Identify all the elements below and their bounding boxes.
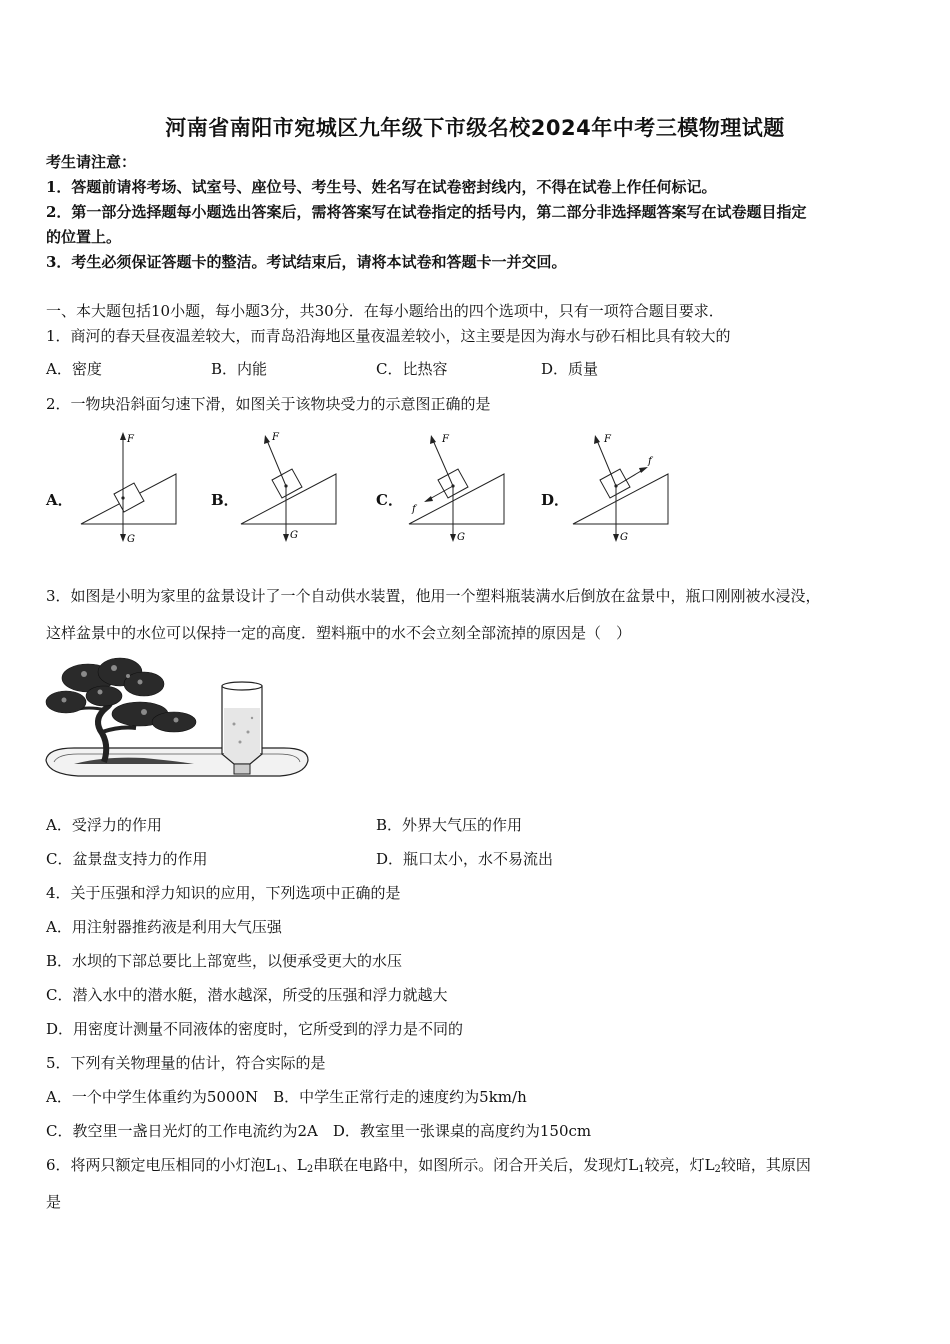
q4-option-a: A．用注射器推药液是利用大气压强	[46, 918, 282, 936]
notice-heading: 考生请注意：	[46, 153, 137, 171]
question-3-stem-line2: 这样盆景中的水位可以保持一定的高度．塑料瓶中的水不会立刻全部流掉的原因是（ ）	[46, 624, 632, 642]
q3-option-c: C．盆景盘支持力的作用	[46, 850, 208, 868]
q5-options-cd: C．教空里一盏日光灯的工作电流约为2A D．教室里一张课桌的高度约为150cm	[46, 1122, 592, 1140]
q2-figure-d	[568, 428, 678, 550]
question-5-stem: 5．下列有关物理量的估计，符合实际的是	[46, 1054, 326, 1072]
force-label-f-cap: F	[127, 434, 134, 445]
force-label-f-cap: F	[272, 432, 279, 443]
question-4-stem: 4．关于压强和浮力知识的应用，下列选项中正确的是	[46, 884, 401, 902]
question-6-stem-line2: 是	[46, 1193, 62, 1211]
force-label-g: G	[457, 532, 465, 543]
q4-option-b: B．水坝的下部总要比上部宽些，以便承受更大的水压	[46, 952, 403, 970]
force-label-friction: f	[412, 504, 416, 515]
q2-figure-c	[404, 428, 514, 550]
force-label-g: G	[620, 532, 628, 543]
question-3-stem-line1: 3．如图是小明为家里的盆景设计了一个自动供水装置，他用一个塑料瓶装满水后倒放在盆景中，瓶口刚刚被水浸没，	[46, 587, 821, 605]
q2-label-b: B．	[211, 491, 239, 509]
force-label-friction: f	[648, 456, 652, 467]
section-heading: 一、本大题包括10小题，每小题3分，共30分．在每小题给出的四个选项中，只有一项符合题目要求．	[46, 302, 724, 320]
q5-options-ab: A．一个中学生体重约为5000N B．中学生正常行走的速度约为5km/h	[46, 1088, 527, 1106]
q4-option-c: C．潜入水中的潜水艇，潜水越深，所受的压强和浮力就越大	[46, 986, 448, 1004]
q2-figure-b	[236, 428, 346, 550]
notice-item: 3．考生必须保证答题卡的整洁。考试结束后，请将本试卷和答题卡一并交回。	[46, 253, 567, 271]
q2-label-d: D．	[541, 491, 570, 509]
notice-item: 的位置上。	[46, 228, 122, 246]
question-2-stem: 2．一物块沿斜面匀速下滑，如图关于该物块受力的示意图正确的是	[46, 395, 491, 413]
notice-item: 1．答题前请将考场、试室号、座位号、考生号、姓名写在试卷密封线内，不得在试卷上作任何标记。	[46, 178, 717, 196]
page-title: 河南省南阳市宛城区九年级下市级名校2024年中考三模物理试题	[165, 116, 785, 140]
q2-figure-a	[76, 428, 186, 550]
q2-label-c: C．	[376, 491, 403, 509]
force-label-g: G	[127, 534, 135, 545]
force-label-f-cap: F	[442, 434, 449, 445]
q3-option-b: B．外界大气压的作用	[376, 816, 523, 834]
q3-option-d: D．瓶口太小，水不易流出	[376, 850, 554, 868]
q4-option-d: D．用密度计测量不同液体的密度时，它所受到的浮力是不同的	[46, 1020, 464, 1038]
bonsai-water-bottle-figure	[44, 652, 312, 792]
q3-option-a: A．受浮力的作用	[46, 816, 162, 834]
q1-option-a: A．密度	[46, 360, 102, 378]
question-6-stem: 6．将两只额定电压相同的小灯泡$L_1$、$L_2$串联在电路中，如图所示。闭合开关后，发现灯$L_1$较亮，灯$L_2$较暗，其原因	[46, 1156, 811, 1175]
q2-label-a: A．	[46, 491, 73, 509]
notice-item: 2．第一部分选择题每小题选出答案后，需将答案写在试卷指定的括号内，第二部分非选择题答案写在试卷题目指定	[46, 203, 807, 221]
q1-option-d: D．质量	[541, 360, 599, 378]
q1-option-c: C．比热容	[376, 360, 448, 378]
question-1-stem: 1．商河的春天昼夜温差较大，而青岛沿海地区量夜温差较小，这主要是因为海水与砂石相比具有较大的	[46, 327, 731, 345]
q1-option-b: B．内能	[211, 360, 268, 378]
force-label-g: G	[290, 530, 298, 541]
force-label-f-cap: F	[604, 434, 611, 445]
